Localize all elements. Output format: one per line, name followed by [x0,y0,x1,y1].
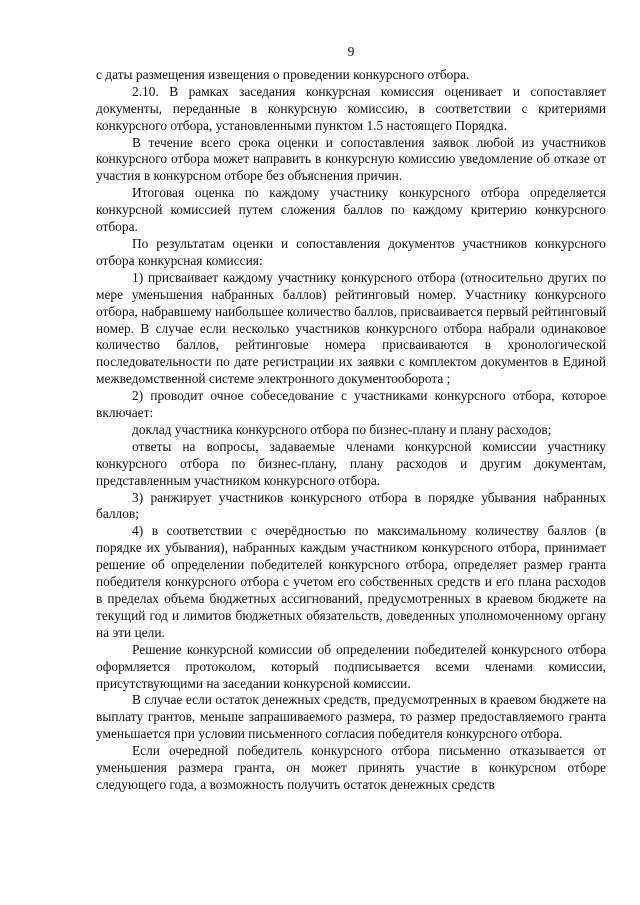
paragraph-item-2: 2) проводит очное собеседование с участниками конкурсного отбора, которое включает: [96,388,606,421]
page-number: 9 [347,44,355,59]
paragraph-report: доклад участника конкурсного отбора по бизнес-плану и плану расходов; [132,421,552,437]
paragraph-refusal: Если очередной победитель конкурсного отбора письменно отказывается от уменьшения размера гранта, он может принять участие в конкурсном отборе следующего года, а возможность получить остаток денежных средств [96,743,606,792]
paragraph-protocol: Решение конкурсной комиссии об определении победителей конкурсного отбора оформляется протоколом, который подписывается всеми членами комиссии, присутствующими на заседании конкурсной комиссии. [96,641,606,691]
paragraph-results-intro: По результатам оценки и сопоставления документов участников конкурсного отбора конкурсная комиссия: [96,235,606,268]
paragraph-2-10: 2.10. В рамках заседания конкурсная комиссия оценивает и сопоставляет документы, переданные в конкурсную комиссию, в соответствии с критериями конкурсного отбора, установленными пунктом 1.5 настоящего Порядка. [96,83,606,133]
paragraph-item-1: 1) присваивает каждому участнику конкурсного отбора (относительно других по мере уменьшения набранных баллов) рейтинговый номер. Участнику конкурсного отбора, набравшему наибольшее количество баллов, присваивается первый рейтинговый номер. В случае если несколько участников конкурсного отбора набрали одинаковое количество баллов, рейтинговые номера присваиваются в хронологической последовательности по дате регистрации их заявки с комплектом документов в Единой межведомственной системе электронного документооборота ; [96,269,606,387]
paragraph-answers: ответы на вопросы, задаваемые членами конкурсной комиссии участнику конкурсного отбора по бизнес-плану, плану расходов и другим документам, представленным участником конкурсного отбора. [96,438,606,488]
paragraph-withdrawal: В течение всего срока оценки и сопоставления заявок любой из участников конкурсного отбора может направить в конкурсную комиссию уведомление об отказе от участия в конкурсном отборе без объяснения причин. [96,134,606,184]
paragraph-final-score: Итоговая оценка по каждому участнику конкурсного отбора определяется конкурсной комиссией путем сложения баллов по каждому критерию конкурсного отбора. [96,185,606,235]
paragraph-remainder: В случае если остаток денежных средств, предусмотренных в краевом бюджете на выплату грантов, меньше запрашиваемого размера, то размер предоставляемого гранта уменьшается при условии письменного согласия победителя конкурсного отбора. [96,692,606,742]
paragraph-continuation: с даты размещения извещения о проведении конкурсного отбора. [96,66,470,82]
paragraph-item-3: 3) ранжирует участников конкурсного отбора в порядке убывания набранных баллов; [96,489,606,522]
paragraph-item-4: 4) в соответствии с очерёдностью по максимальному количеству баллов (в порядке их убывания), набранных каждым участником конкурсного отбора, принимает решение об определении победителей конкурсного отбора, определяет размер гранта победителя конкурсного отбора с учетом его собственных средств и его плана расходов в пределах объема бюджетных ассигнований, предусмотренных в краевом бюджете на текущий год и лимитов бюджетных обязательств, доведенных уполномоченному органу на эти цели. [96,523,606,640]
